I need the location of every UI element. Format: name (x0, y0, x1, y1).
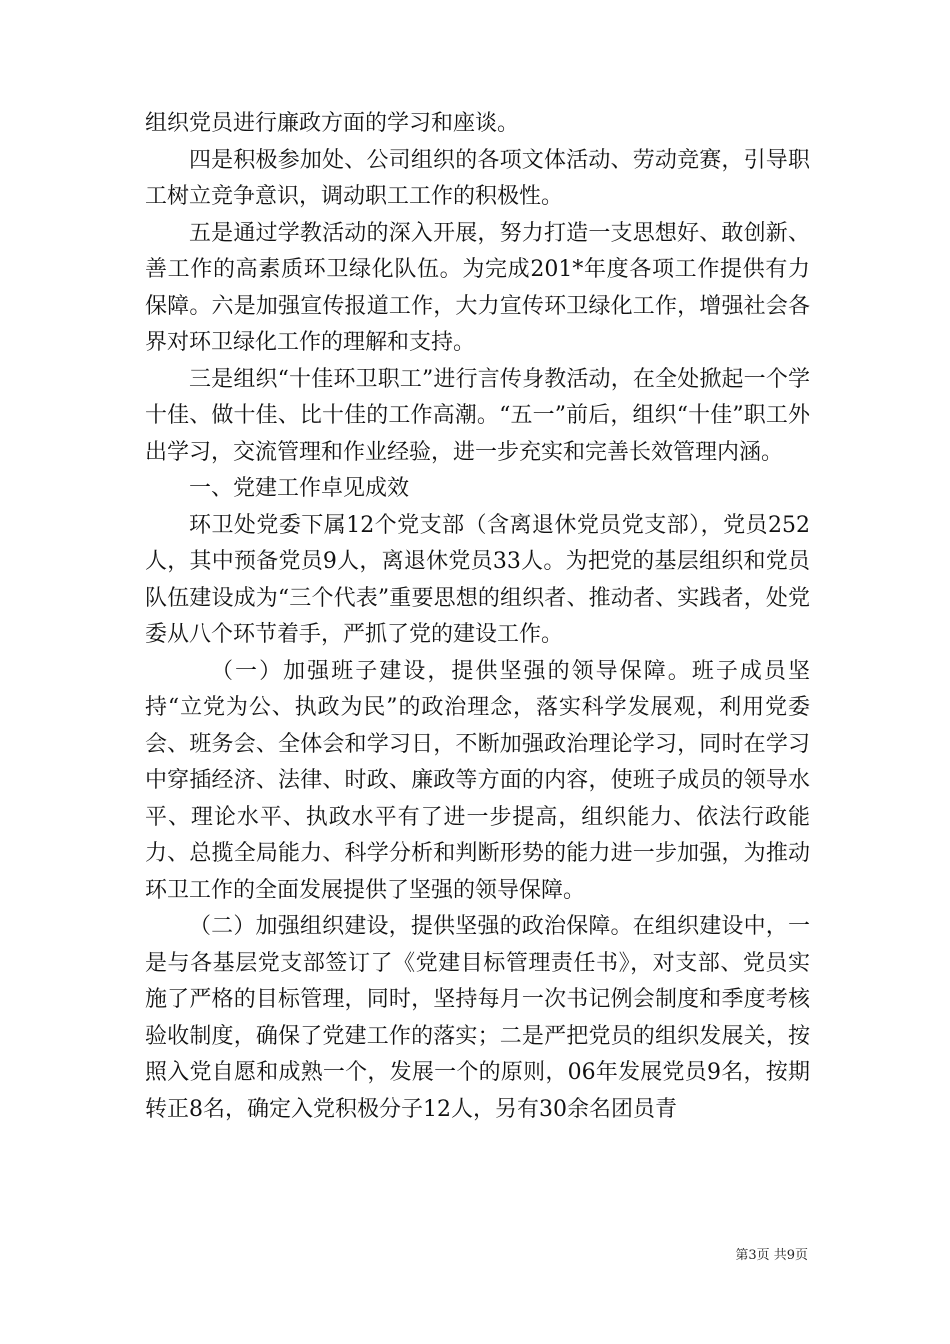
page-number: 第3页 共9页 (735, 1248, 808, 1263)
paragraph-item-four: 四是积极参加处、公司组织的各项文体活动、劳动竞赛，引导职工树立竞争意识，调动职工工作的积极性。 (145, 147, 810, 209)
paragraph-party-overview: 环卫处党委下属12个党支部（含离退休党员党支部），党员252人，其中预备党员9人，离退休党员33人。为把党的基层组织和党员队伍建设成为“三个代表”重要思想的组织者、推动者、实践者，处党委从八个环节着手，严抓了党的建设工作。 (145, 512, 810, 647)
section-heading: 一、党建工作卓见成效 (189, 476, 410, 501)
paragraph-item-five: 五是通过学教活动的深入开展，努力打造一支思想好、敢创新、善工作的高素质环卫绿化队伍。为完成201*年度各项工作提供有力保障。六是加强宣传报道工作，大力宣传环卫绿化工作，增强社会各界对环卫绿化工作的理解和支持。 (145, 220, 810, 355)
document-body (145, 106, 810, 1128)
paragraph-continuation: 组织党员进行廉政方面的学习和座谈。 (145, 111, 520, 136)
paragraph-organization-building: （二）加强组织建设，提供坚强的政治保障。在组织建设中，一是与各基层党支部签订了《党建目标管理责任书》，对支部、党员实施了严格的目标管理，同时，坚持每月一次书记例会制度和季度考核验收制度，确保了党建工作的落实；二是严把党员的组织发展关，按照入党自愿和成熟一个，发展一个的原则，06年发展党员9名，按期转正8名，确定入党积极分子12人，另有30余名团员青 (145, 914, 810, 1122)
paragraph-item-three: 三是组织“十佳环卫职工”进行言传身教活动，在全处掀起一个学十佳、做十佳、比十佳的工作高潮。“五一”前后，组织“十佳”职工外出学习，交流管理和作业经验，进一步充实和完善长效管理内涵。 (145, 366, 810, 465)
paragraph-team-building: （一）加强班子建设，提供坚强的领导保障。班子成员坚持“立党为公、执政为民”的政治理念，落实科学发展观，利用党委会、班务会、全体会和学习日，不断加强政治理论学习，同时在学习中穿插经济、法律、时政、廉政等方面的内容，使班子成员的领导水平、理论水平、执政水平有了进一步提高，组织能力、依法行政能力、总揽全局能力、科学分析和判断形势的能力进一步加强，为推动环卫工作的全面发展提供了坚强的领导保障。 (145, 658, 810, 903)
